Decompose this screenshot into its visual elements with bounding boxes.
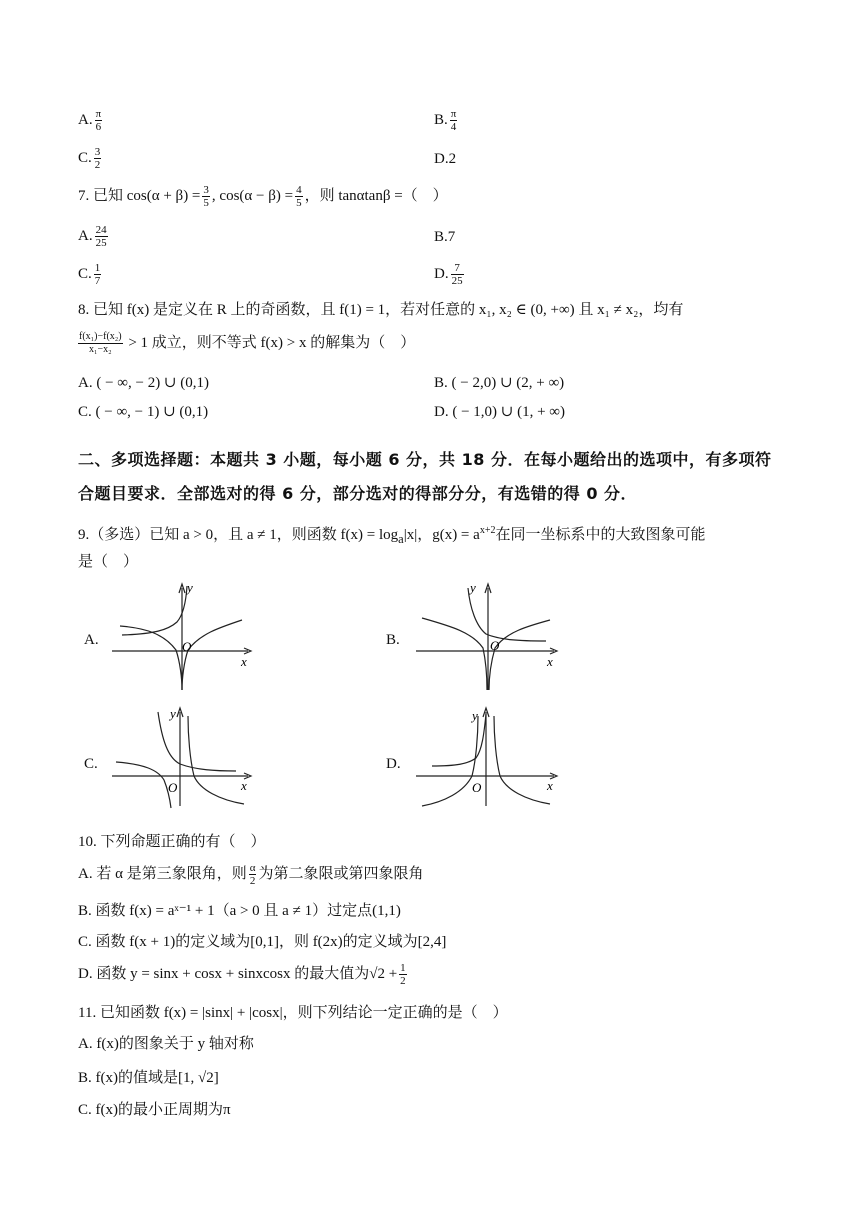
q6-option-d: D.2: [434, 151, 457, 167]
q8-stem-line2: [78, 331, 415, 356]
q9-graph-d: [410, 700, 570, 810]
q9-graph-c: [104, 700, 264, 810]
curve-exp: [468, 588, 546, 641]
q10-stem: 10. 下列命题正确的有（ ）: [78, 834, 266, 850]
frac-num: f(x₁)−f(x₂): [79, 331, 122, 342]
y-label: y: [472, 708, 478, 723]
q6-a-fraction: [95, 108, 103, 133]
q10-a-fraction: [249, 862, 257, 887]
section-2-heading-line1: 二、多项选择题：本题共 3 小题，每小题 6 分，共 18 分．在每小题给出的选项中，有多项符: [78, 450, 772, 469]
q8-option-d: D. ( − 1,0) ∪ (1, + ∞): [434, 404, 565, 420]
q11-option-c: C. f(x)的最小正周期为π: [78, 1102, 231, 1118]
curve-log-left: [120, 626, 182, 690]
q9-option-d-label: D.: [386, 756, 401, 772]
origin-label: O: [182, 639, 192, 654]
q9-stem-mid: |x|，g(x) = a: [403, 527, 480, 543]
q7-option-b: B.7: [434, 229, 456, 245]
q6-option-b: [434, 108, 459, 133]
x-label: x: [241, 654, 247, 669]
x-label: x: [241, 778, 247, 793]
curve-log-right: [182, 620, 242, 690]
q10-option-b: B. 函数 f(x) = aˣ⁻¹ + 1（a > 0 且 a ≠ 1）过定点(1,1): [78, 903, 401, 919]
q9-stem-line1: [78, 521, 705, 549]
x-label: x: [547, 654, 553, 669]
q9-exponent: x+2: [479, 525, 496, 536]
q10-a-post: 为第二象限或第四象限角: [258, 865, 424, 882]
q7-stem-pre: 7. 已知 cos(α + β) =: [78, 187, 201, 204]
q9-stem-pre: 9.（多选）已知 a > 0，且 a ≠ 1，则函数 f(x) = log: [78, 527, 399, 543]
frac-den: 7: [94, 275, 101, 287]
curve-log-left: [116, 762, 171, 808]
q9-log-base: a: [398, 532, 404, 546]
frac-num: 24: [95, 224, 107, 236]
origin-label: O: [490, 638, 500, 653]
q6-c-label: C.: [78, 149, 92, 166]
origin-label: O: [472, 780, 482, 795]
frac-den: 2: [400, 975, 406, 987]
q7-d-fraction: [451, 262, 464, 287]
q8-stem-line1: 8. 已知 f(x) 是定义在 R 上的奇函数，且 f(1) = 1，若对任意的 x₁, x₂ ∈ (0, +∞) 且 x₁ ≠ x₂，均有: [78, 302, 684, 318]
q6-option-c: [78, 146, 103, 171]
frac-num: π: [95, 108, 102, 120]
q8-option-c: C. ( − ∞, − 1) ∪ (0,1): [78, 404, 209, 420]
q8-option-b: B. ( − 2,0) ∪ (2, + ∞): [434, 375, 565, 391]
frac-den: 6: [95, 121, 102, 133]
q6-c-fraction: [94, 146, 102, 171]
q7-stem-mid: , cos(α − β) =: [211, 187, 294, 204]
curve-log-right: [188, 716, 244, 804]
frac-den: 4: [450, 121, 457, 133]
q8-stem-post: > 1 成立，则不等式 f(x) > x 的解集为（ ）: [128, 334, 416, 351]
frac-num: 3: [94, 146, 101, 158]
q11-stem: 11. 已知函数 f(x) = |sinx| + |cosx|，则下列结论一定正确的是（ ）: [78, 1005, 508, 1021]
q7-option-d: [434, 262, 466, 287]
frac-num: α: [249, 862, 256, 874]
q7-c-fraction: [94, 262, 102, 287]
q9-graph-a: [104, 578, 264, 696]
q7-frac-1: [202, 184, 210, 209]
q7-option-c: [78, 262, 103, 287]
curve-log-left: [422, 618, 487, 690]
q7-frac-2: [295, 184, 303, 209]
frac-num: 4: [296, 184, 302, 196]
q6-b-fraction: [450, 108, 458, 133]
q9-stem-post: 在同一坐标系中的大致图象可能: [495, 527, 706, 543]
q7-stem: [78, 184, 448, 209]
q10-option-c: C. 函数 f(x + 1)的定义域为[0,1]，则 f(2x)的定义域为[2,4]: [78, 934, 447, 950]
y-label: y: [187, 580, 193, 595]
q9-graph-b: [410, 578, 570, 696]
y-label: y: [170, 706, 176, 721]
frac-den: 2: [249, 875, 256, 887]
q10-option-d: [78, 962, 409, 987]
frac-den: x₁−x₂: [88, 344, 112, 355]
frac-den: 5: [296, 197, 302, 209]
q8-option-a: A. ( − ∞, − 2) ∪ (0,1): [78, 375, 209, 391]
q9-option-c-label: C.: [84, 756, 98, 772]
q11-option-a: A. f(x)的图象关于 y 轴对称: [78, 1036, 254, 1052]
frac-den: 2: [94, 159, 101, 171]
y-label: y: [470, 580, 476, 595]
q10-d-fraction: [399, 962, 407, 987]
q7-stem-post: ，则 tanαtanβ =（ ）: [304, 187, 448, 204]
q7-a-fraction: [95, 224, 108, 249]
frac-den: 5: [203, 197, 209, 209]
q7-d-label: D.: [434, 265, 449, 282]
q10-a-pre: A. 若 α 是第三象限角，则: [78, 865, 247, 882]
frac-den: 25: [451, 275, 463, 287]
q10-option-a: [78, 862, 423, 887]
x-label: x: [547, 778, 553, 793]
frac-num: 7: [451, 262, 464, 275]
frac-num: 1: [94, 262, 101, 274]
curve-log-right: [489, 620, 550, 690]
q7-c-label: C.: [78, 265, 92, 282]
q9-option-a-label: A.: [84, 632, 99, 648]
q11-option-b: B. f(x)的值域是[1, √2]: [78, 1070, 219, 1086]
q6-b-label: B.: [434, 111, 448, 128]
q10-d-pre: D. 函数 y = sinx + cosx + sinxcosx 的最大值为√2 +: [78, 965, 398, 982]
section-2-heading-line2: 合题目要求．全部选对的得 6 分，部分选对的得部分分，有选错的得 0 分．: [78, 484, 638, 503]
q9-option-b-label: B.: [386, 632, 400, 648]
frac-num: π: [450, 108, 457, 120]
q8-fraction: [78, 331, 123, 356]
q7-option-a: [78, 224, 110, 249]
q9-stem-line2: 是（ ）: [78, 554, 139, 570]
q6-option-a: [78, 108, 104, 133]
q7-a-label: A.: [78, 227, 93, 244]
frac-num: 3: [203, 184, 209, 196]
frac-den: 25: [95, 237, 107, 249]
origin-label: O: [168, 780, 178, 795]
q6-a-label: A.: [78, 111, 93, 128]
frac-num: 1: [400, 962, 406, 974]
curve-log-right: [494, 716, 550, 804]
